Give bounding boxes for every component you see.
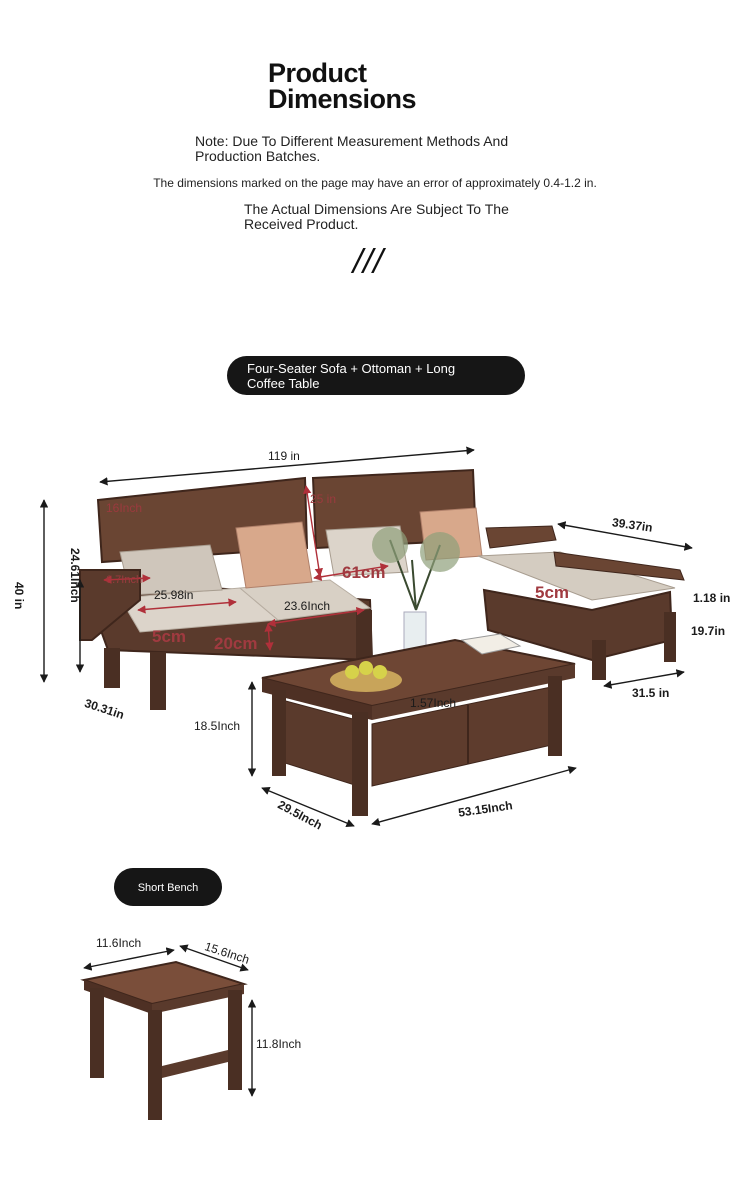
label-overall-height: 40 in (12, 582, 26, 610)
error-note: The dimensions marked on the page may have an error of approximately 0.4-1.2 in. (153, 176, 597, 190)
label-seat-depth-cm: 61cm (342, 563, 386, 582)
set-badge-line-2: Coffee Table (247, 376, 320, 391)
dim-line-chaise-depth (604, 672, 684, 686)
label-table-height: 18.5Inch (194, 719, 241, 733)
chaise-armrest-back (486, 526, 556, 548)
label-left-cushion-cm: 5cm (152, 627, 187, 646)
label-seat-gap-cm: 20cm (214, 634, 258, 653)
actual-line-1: The Actual Dimensions Are Subject To The (244, 201, 509, 217)
note-line-1: Note: Due To Different Measurement Methods And (195, 133, 509, 149)
pillow-tan-left (236, 522, 312, 588)
fruit-1 (345, 665, 359, 679)
plant-leaves-2 (420, 532, 460, 572)
table-leg-2 (352, 712, 368, 816)
label-bench-height: 11.8Inch (256, 1037, 302, 1051)
sofa-leg-3 (356, 610, 372, 660)
note-line-2: Production Batches. (195, 148, 321, 164)
title-line-1: Product (268, 58, 367, 88)
label-chaise-depth: 31.5 in (632, 686, 670, 700)
fruit-2 (359, 661, 373, 675)
chaise-leg-1 (592, 640, 606, 680)
table-leg-1 (272, 690, 286, 776)
coffee-table (262, 634, 575, 816)
label-table-top-thickness: 1.57Inch (410, 696, 457, 710)
label-chaise-width: 39.37in (611, 515, 654, 535)
label-bench-width: 11.6Inch (96, 936, 142, 950)
table-leg-3 (548, 676, 562, 756)
bench-badge: Short Bench (114, 868, 222, 906)
bench-stretcher (162, 1050, 228, 1078)
label-cushion-width-2: 23.6Inch (284, 599, 331, 613)
plant-leaves-1 (372, 527, 408, 563)
sofa-leg-2 (150, 652, 166, 710)
bench-leg-2 (148, 1010, 162, 1120)
set-badge-line-1: Four-Seater Sofa + Ottoman + Long (247, 361, 456, 376)
label-back-width: 16Inch (106, 501, 143, 515)
label-table-depth: 29.5Inch (275, 797, 325, 833)
label-chaise-height: 19.7in (691, 624, 726, 638)
separator-slashes: /// (353, 243, 384, 278)
label-chaise-leg: 1.18 in (693, 591, 731, 605)
bench-leg-1 (90, 988, 104, 1078)
label-total-width: 119 in (268, 449, 300, 463)
label-sofa-depth: 30.31in (82, 696, 126, 722)
title-line-2: Dimensions (268, 84, 417, 114)
fruit-3 (373, 665, 387, 679)
label-back-height: 25 in (310, 492, 337, 506)
chaise-leg-2 (664, 612, 676, 662)
label-seat-height: 24.61Inch (68, 548, 82, 603)
short-bench (84, 962, 244, 1120)
label-chaise-cushion-cm: 5cm (535, 583, 570, 602)
chaise-base (484, 590, 672, 660)
label-bench-length: 15.6Inch (202, 939, 252, 967)
sofa-leg-1 (104, 648, 120, 688)
plant-vase (404, 612, 426, 650)
bench-leg-3 (228, 990, 242, 1090)
label-arm-width: 6.7Inch (106, 574, 143, 586)
actual-line-2: Received Product. (244, 216, 359, 232)
label-cushion-width-1: 25.98in (154, 588, 194, 602)
label-table-length: 53.15Inch (457, 798, 514, 820)
